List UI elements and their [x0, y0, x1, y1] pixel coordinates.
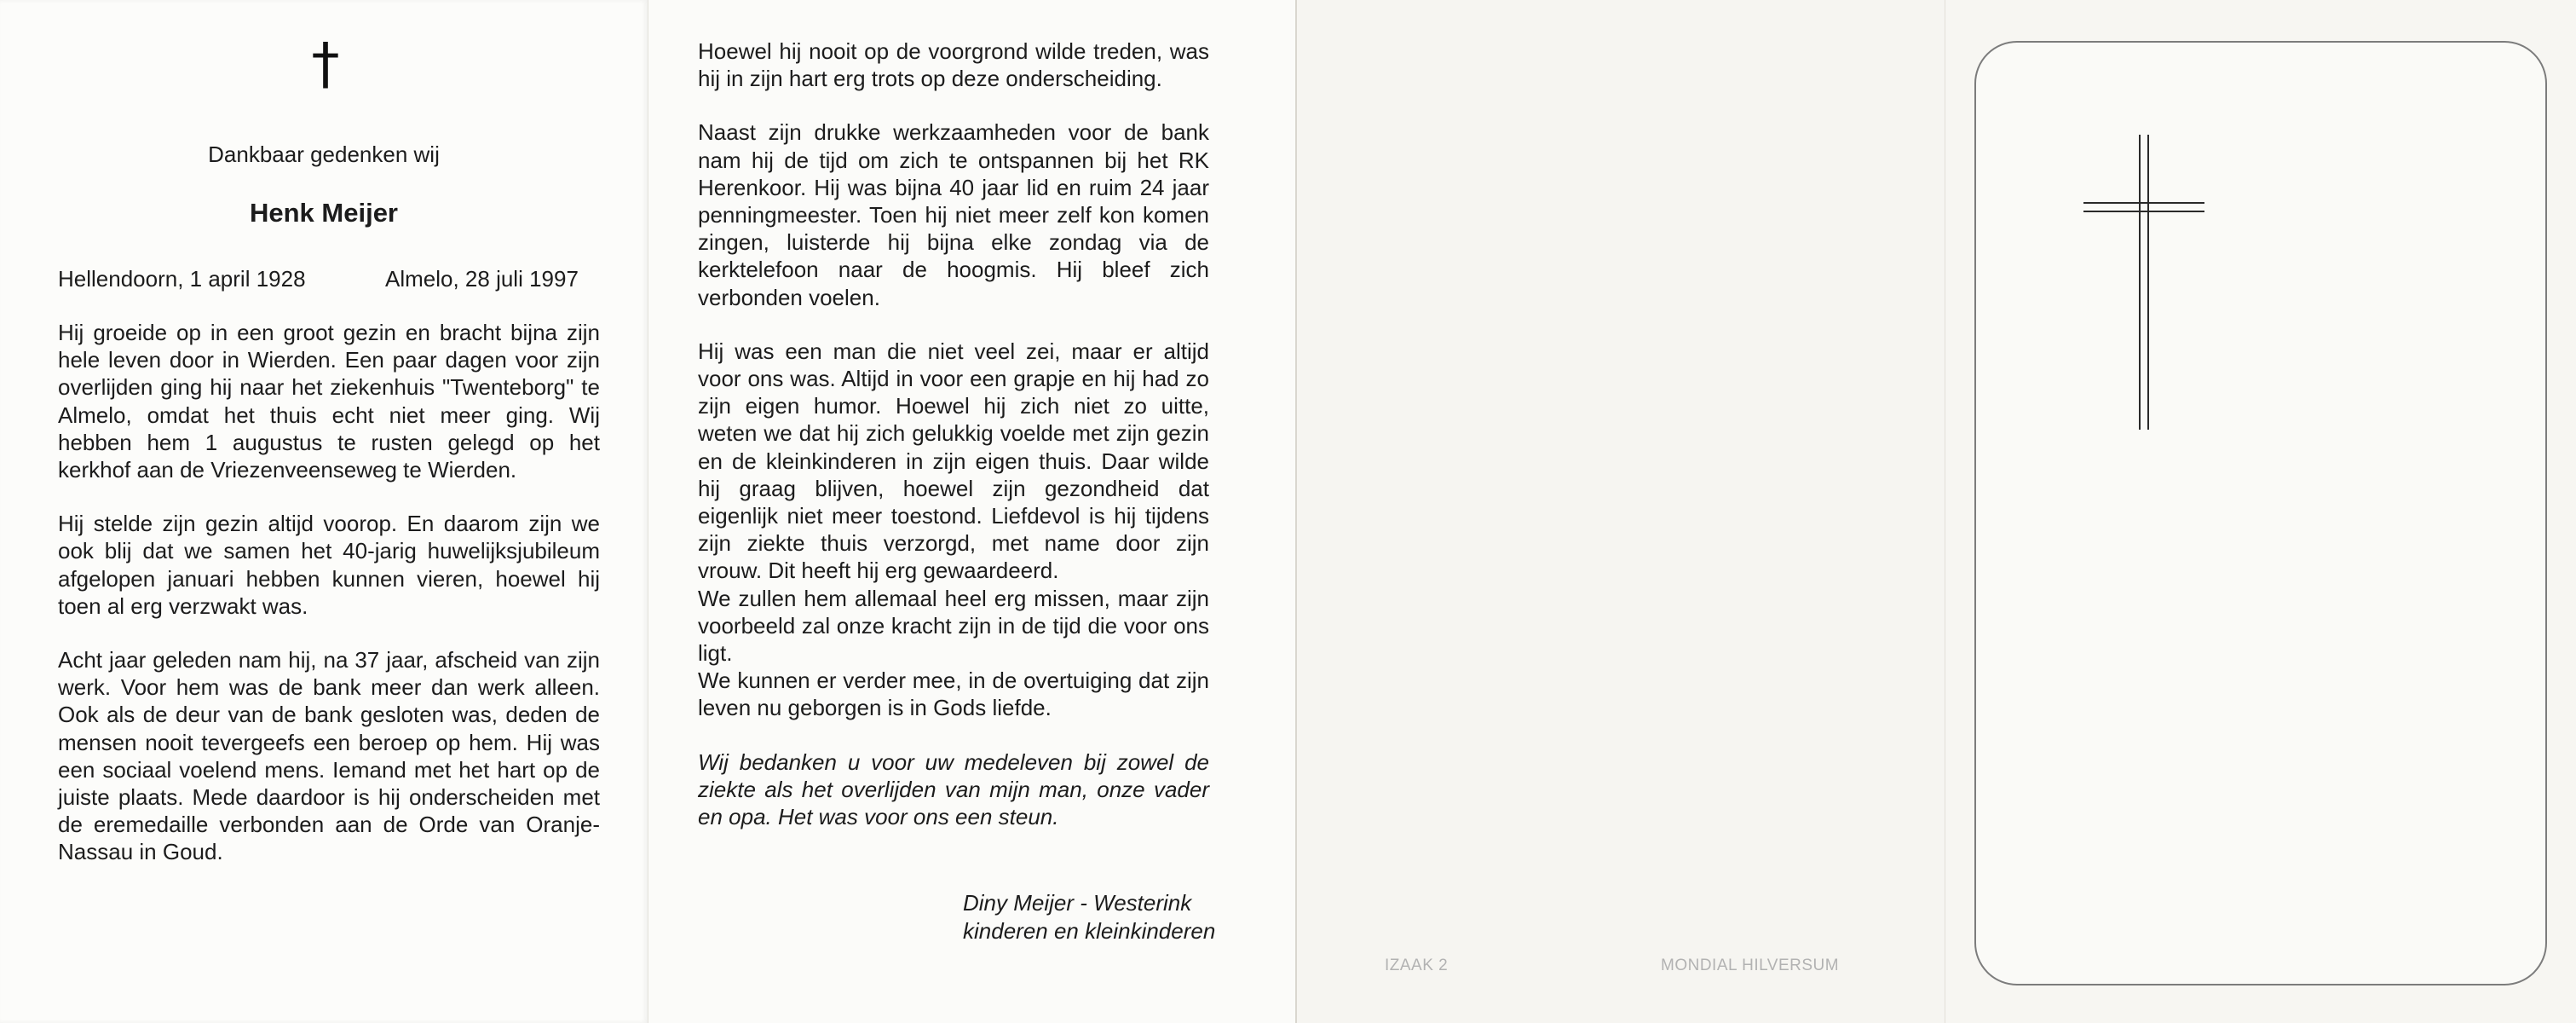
biography-column-2 — [698, 38, 1209, 857]
birth-date: Hellendoorn, 1 april 1928 — [58, 266, 306, 292]
signature — [963, 889, 1215, 945]
biography-column-1 — [58, 319, 600, 893]
printer-name: MONDIAL HILVERSUM — [1661, 957, 1840, 974]
signature-name: Diny Meijer - Westerink — [963, 890, 1192, 916]
card-panel-3 — [1297, 0, 1945, 1023]
signature-family: kinderen en kleinkinderen — [963, 918, 1216, 944]
paragraph: Acht jaar geleden nam hij, na 37 jaar, afscheid van zijn werk. Voor hem was de bank meer dan werk alleen. Ook als de deur van de bank gesloten was, deden de mensen nooit tevergeefs een beroep op hem. Hij was een sociaal voelend mens. Iemand met het hart op de juiste plaats. Mede daardoor is hij onderscheiden met de eremedaille verbonden aan de Orde van Oranje-Nassau in Goud. — [58, 647, 600, 865]
card-code: IZAAK 2 — [1385, 957, 1449, 974]
paragraph: We zullen hem allemaal heel erg missen, maar zijn voorbeeld zal onze kracht zijn in de tijd die voor ons ligt. — [698, 585, 1209, 667]
paragraph: We kunnen er verder mee, in de overtuiging dat zijn leven nu geborgen is in Gods liefde. — [698, 668, 1209, 721]
card-panel-4 — [1945, 0, 2576, 1023]
paragraph: Hij was een man die niet veel zei, maar er altijd voor ons was. Altijd in voor een grapje en hij had zo zijn eigen humor. Hoewel hij zich niet zo uitte, weten we dat hij zich gelukkig voelde met zijn gezin en de kleinkinderen in zijn eigen thuis. Daar wilde hij graag blijven, hoewel zijn gezondheid dat eigenlijk niet meer toestond. Liefdevol is hij tijdens zijn ziekte thuis verzorgd, met name door zijn vrouw. Dit heeft hij erg gewaardeerd. — [698, 338, 1209, 584]
deceased-name: Henk Meijer — [249, 198, 398, 228]
intro-line: Dankbaar gedenken wij — [208, 142, 440, 167]
paragraph: Naast zijn drukke werkzaamheden voor de bank nam hij de tijd om zich te ontspannen bij het RK Herenkoor. Hij was bijna 40 jaar lid en ruim 24 jaar penningmeester. Toen hij niet meer zelf kon komen zingen, luisterde hij bijna elke zondag via de kerktelefoon naar de hoogmis. Hij bleef zich verbonden voelen. — [698, 119, 1209, 310]
card-panel-2 — [648, 0, 1297, 1023]
paragraph: Hoewel hij nooit op de voorgrond wilde treden, was hij in zijn hart erg trots op deze onderscheiding. — [698, 38, 1209, 92]
cross-icon: † — [311, 31, 340, 96]
paragraph: Hij stelde zijn gezin altijd voorop. En daarom zijn we ook blij dat we samen het 40-jarig huwelijksjubileum afgelopen januari hebben kunnen vieren, hoewel hij toen al erg verzwakt was. — [58, 511, 600, 619]
card-panel-1 — [0, 0, 648, 1023]
death-date: Almelo, 28 juli 1997 — [385, 266, 579, 292]
cross-icon — [2083, 135, 2204, 430]
cover-frame — [1974, 41, 2547, 985]
paragraph: Hij groeide op in een groot gezin en bracht bijna zijn hele leven door in Wierden. Een paar dagen voor zijn overlijden ging hij naar het ziekenhuis "Twenteborg" te Almelo, omdat het thuis echt niet meer ging. Wij hebben hem 1 augustus te rusten gelegd op het kerkhof aan de Vriezenveenseweg te Wierden. — [58, 320, 600, 483]
thanks-paragraph: Wij bedanken u voor uw medeleven bij zowel de ziekte als het overlijden van mijn man, onze vader en opa. Het was voor ons een steun. — [698, 748, 1209, 830]
